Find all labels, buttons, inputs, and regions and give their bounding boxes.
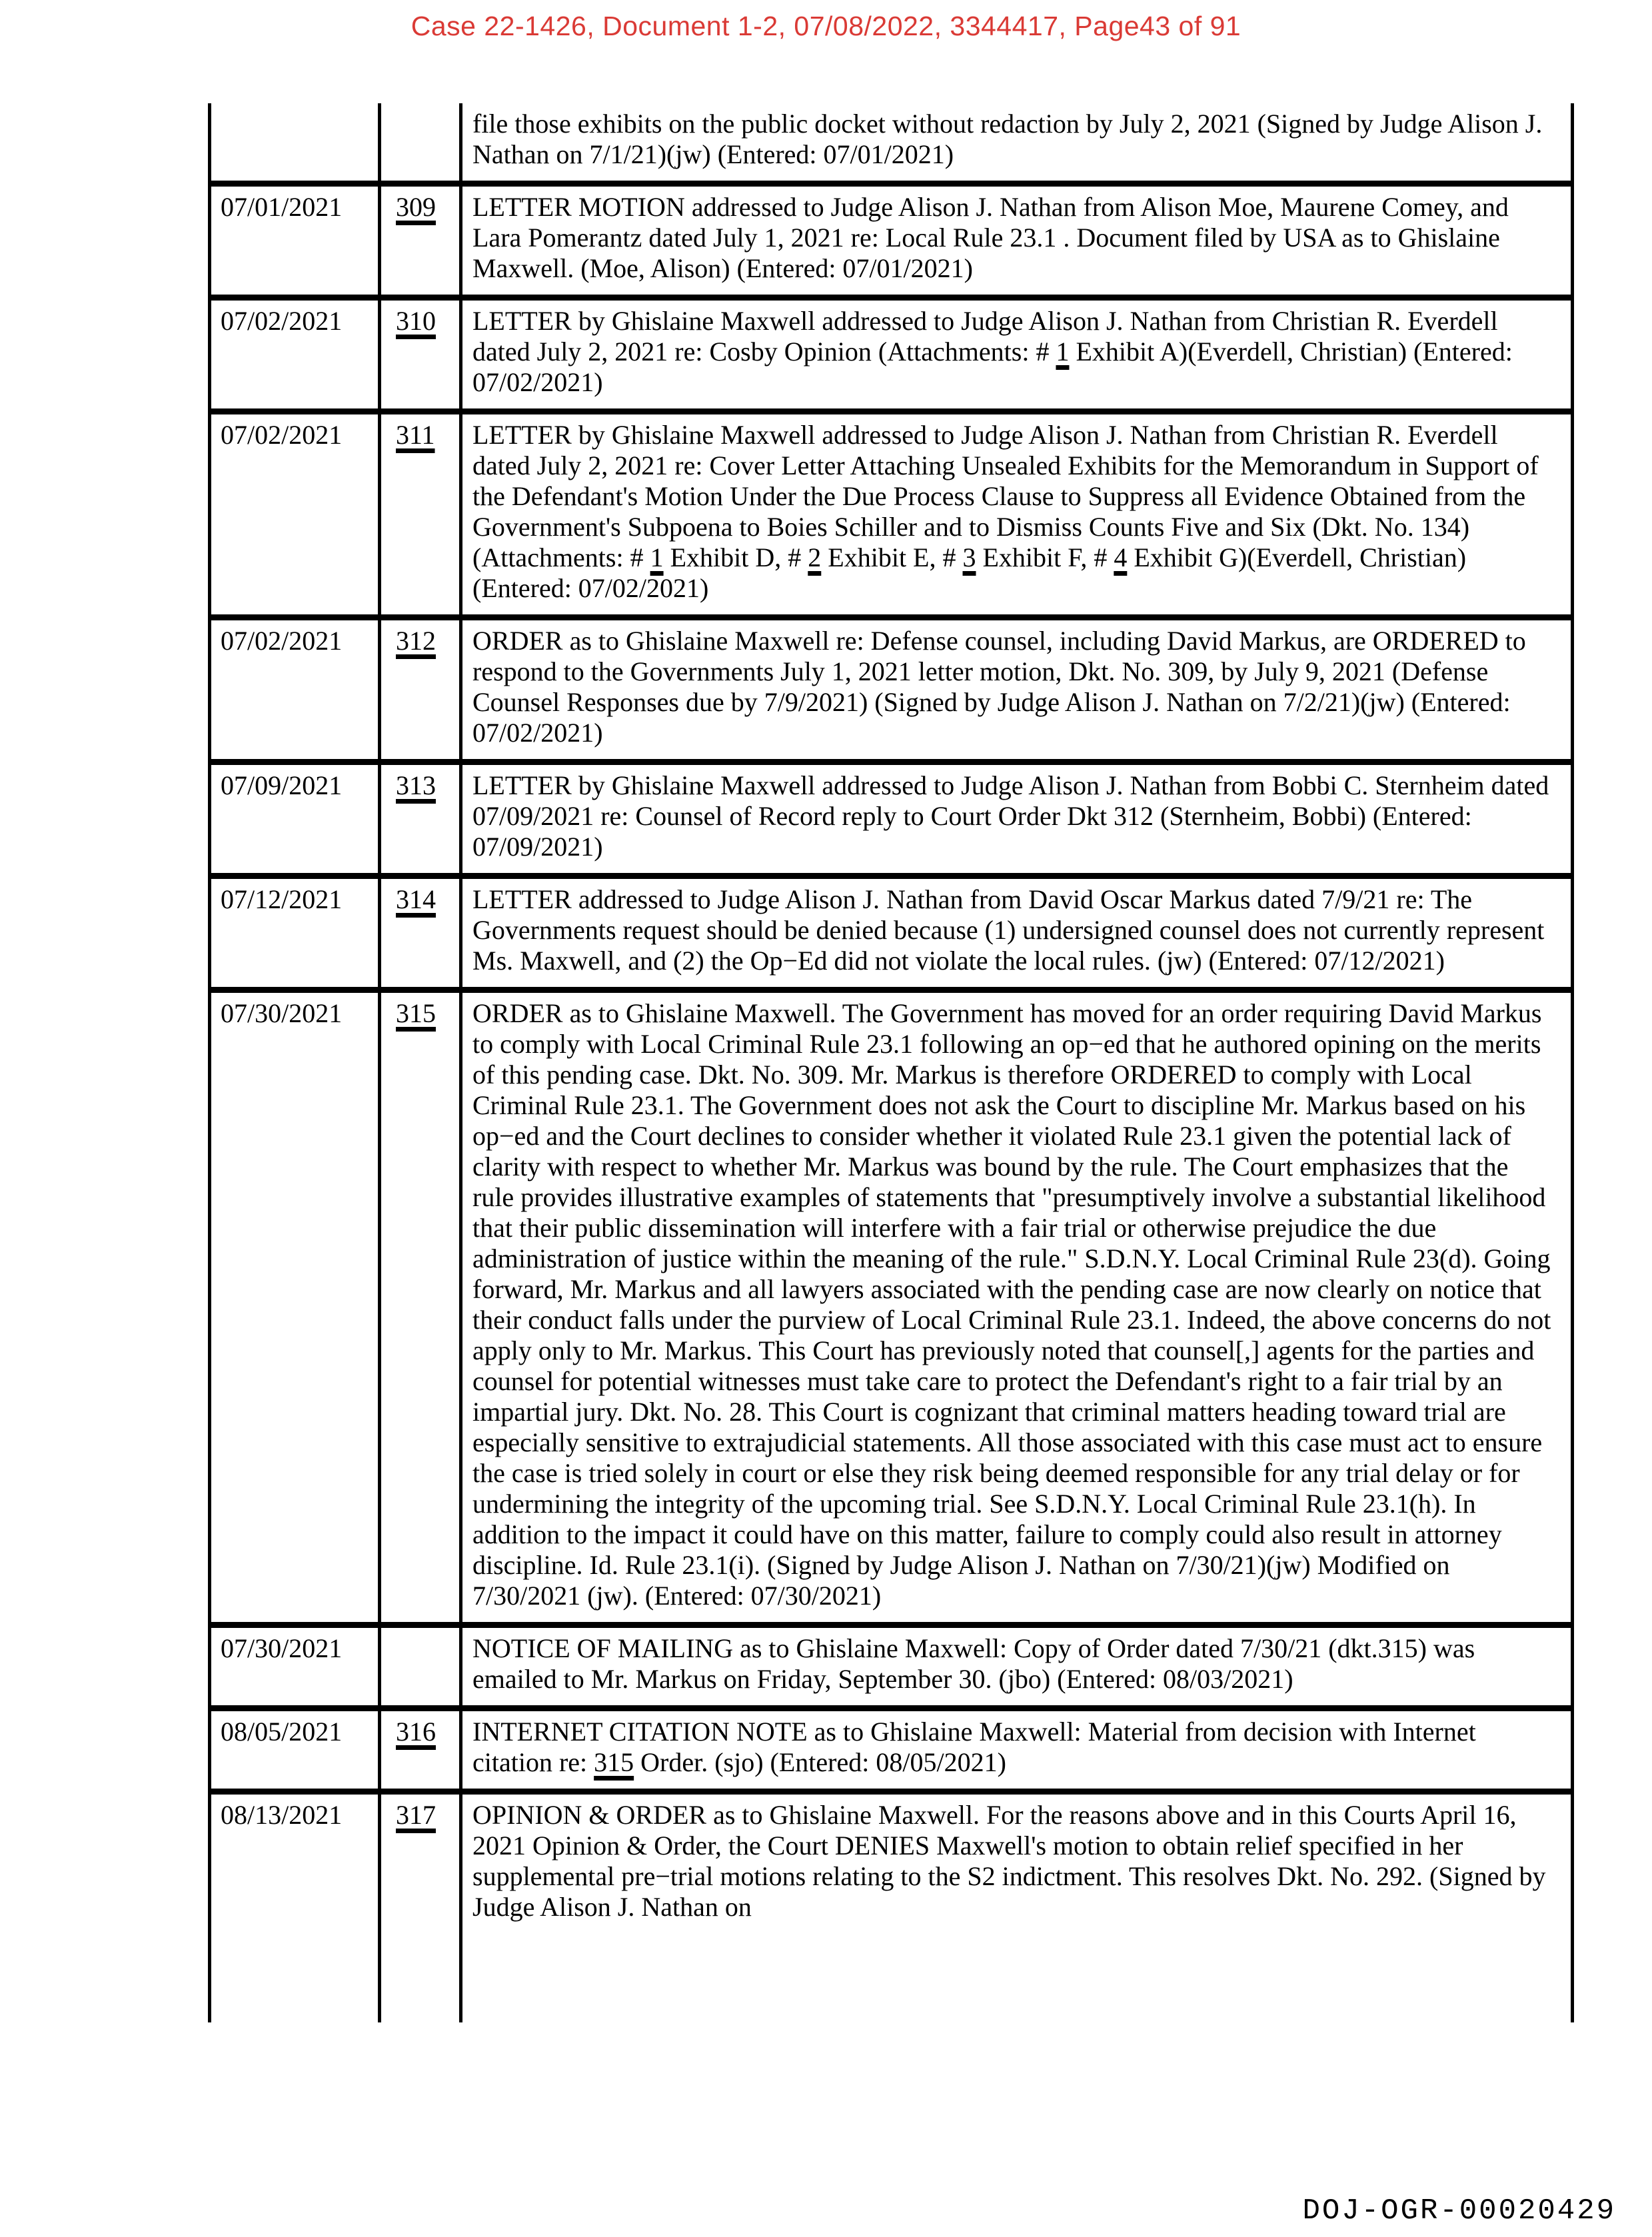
doc-number-cell [381, 993, 462, 1622]
docket-row [211, 408, 1571, 614]
entry-text: ORDER as to Ghislaine Maxwell. The Government has moved for an order requiring David Markus to comply with Local Criminal Rule 23.1 following an op−ed that he authored opining on the merits of this pending case. Dkt. No. 309. Mr. Markus is therefore ORDERED to comply with Local Criminal Rule 23.1. The Government does not ask the Court to discipline Mr. Markus based on his op−ed and the Court declines to consider whether it violated Rule 23.1 given the potential lack of clarity with respect to whether Mr. Markus was bound by the rule. The Court emphasizes that the rule provides illustrative examples of statements that "presumptively involve a substantial likelihood that their public dissemination will interfere with a fair trial or otherwise prejudice the due administration of justice within the meaning of the rule." S.D.N.Y. Local Criminal Rule 23(d). Going forward, Mr. Markus and all lawyers associated with the pending case are now clearly on notice that their conduct falls under the purview of Local Criminal Rule 23.1. Indeed, the above concerns do not apply only to Mr. Markus. This Court has previously noted that counsel[,] agents for the parties and counsel for potential witnesses must take care to protect the Defendant's right to a fair trial by an impartial jury. Dkt. No. 28. This Court is cognizant that criminal matters heading toward trial are especially sensitive to extrajudicial statements. All those associated with this case must act to ensure the case is tried solely in court or else they risk being deemed responsible for any trial delay or for undermining the integrity of the upcoming trial. See S.D.N.Y. Local Criminal Rule 23.1(h). In addition to the impact it could have on this matter, failure to comply could also result in attorney discipline. Id. Rule 23.1(i). (Signed by Judge Alison J. Nathan on 7/30/21)(jw) Modified on 7/30/2021 (jw). (Entered: 07/30/2021) [472, 998, 1551, 1611]
entry-text: NOTICE OF MAILING as to Ghislaine Maxwell: Copy of Order dated 7/30/21 (dkt.315) was emailed to Mr. Markus on Friday, September 30. (jbo) (Entered: 08/03/2021) [472, 1633, 1475, 1694]
doc-number-cell [381, 765, 462, 873]
entry-date: 07/30/2021 [211, 993, 381, 1622]
entry-date: 07/02/2021 [211, 301, 381, 408]
entry-text: INTERNET CITATION NOTE as to Ghislaine Maxwell: Material from decision with Internet citation re: 315 Order. (sjo) (Entered: 08/05/2021) [472, 1717, 1476, 1777]
entry-text: LETTER by Ghislaine Maxwell addressed to Judge Alison J. Nathan from Christian R. Everdell dated July 2, 2021 re: Cover Letter Attaching Unsealed Exhibits for the Memorandum in Support of the Defendant's Motion Under the Due Process Clause to Suppress all Evidence Obtained from the Government's Subpoena to Boies Schiller and to Dismiss Counts Five and Six (Dkt. No. 134) (Attachments: # 1 Exhibit D, # 2 Exhibit E, # 3 Exhibit F, # 4 Exhibit G)(Everdell, Christian) (Entered: 07/02/2021) [472, 420, 1539, 603]
doc-number-link[interactable]: 309 [396, 192, 436, 222]
entry-date: 07/01/2021 [211, 187, 381, 295]
docket-row [211, 1622, 1571, 1705]
doc-number-link[interactable]: 316 [396, 1717, 436, 1747]
doc-number-cell [381, 414, 462, 614]
attachment-link[interactable]: 4 [1114, 542, 1128, 572]
entry-text: file those exhibits on the public docket without redaction by July 2, 2021 (Signed by Judge Alison J. Nathan on 7/1/21)(jw) (Entered: 07/01/2021) [472, 109, 1543, 169]
docket-row [211, 873, 1571, 987]
docket-row [211, 614, 1571, 759]
entry-text: ORDER as to Ghislaine Maxwell re: Defense counsel, including David Markus, are ORDERED to respond to the Governments July 1, 2021 letter motion, Dkt. No. 309, by July 9, 2021 (Defense Counsel Responses due by 7/9/2021) (Signed by Judge Alison J. Nathan on 7/2/21)(jw) (Entered: 07/02/2021) [472, 626, 1526, 748]
case-stamp-header: Case 22-1426, Document 1-2, 07/08/2022, 3344417, Page43 of 91 [411, 11, 1241, 41]
entry-date [211, 103, 381, 181]
docket-row [211, 181, 1571, 295]
doc-number-cell [381, 879, 462, 987]
doc-number-cell [381, 187, 462, 295]
docket-row [211, 987, 1571, 1622]
entry-text: OPINION & ORDER as to Ghislaine Maxwell. For the reasons above and in this Courts April 16, 2021 Opinion & Order, the Court DENIES Maxwell's motion to obtain relief specified in her supplemental pre−trial motions relating to the S2 indictment. This resolves Dkt. No. 292. (Signed by Judge Alison J. Nathan on [472, 1800, 1546, 1922]
attachment-link[interactable]: 3 [962, 542, 976, 572]
attachment-link[interactable]: 315 [594, 1747, 634, 1777]
entry-text: LETTER by Ghislaine Maxwell addressed to Judge Alison J. Nathan from Bobbi C. Sternheim dated 07/09/2021 re: Counsel of Record reply to Court Order Dkt 312 (Sternheim, Bobbi) (Entered: 07/09/2021) [472, 770, 1549, 862]
docket-row [211, 1789, 1571, 2022]
doc-number-cell [381, 1711, 462, 1789]
attachment-link[interactable]: 2 [808, 542, 822, 572]
attachment-link[interactable]: 1 [650, 542, 664, 572]
entry-text: LETTER addressed to Judge Alison J. Nathan from David Oscar Markus dated 7/9/21 re: The Governments request should be denied because (1) undersigned counsel does not currently represent Ms. Maxwell, and (2) the Op−Ed did not violate the local rules. (jw) (Entered: 07/12/2021) [472, 884, 1545, 976]
doc-number-cell [381, 1628, 462, 1705]
entry-date: 07/12/2021 [211, 879, 381, 987]
entry-date: 07/09/2021 [211, 765, 381, 873]
doc-number-link[interactable]: 312 [396, 626, 436, 656]
doc-number-link[interactable]: 315 [396, 998, 436, 1028]
doc-number-link[interactable]: 314 [396, 884, 436, 914]
doc-number-link[interactable]: 313 [396, 770, 436, 800]
docket-row [211, 295, 1571, 408]
doc-number-link[interactable]: 310 [396, 306, 436, 336]
doc-number-link[interactable]: 311 [396, 420, 435, 450]
docket-table [208, 103, 1574, 2022]
entry-date: 08/13/2021 [211, 1795, 381, 2022]
docket-row [211, 759, 1571, 873]
doc-number-cell [381, 1795, 462, 2022]
entry-text: LETTER MOTION addressed to Judge Alison J. Nathan from Alison Moe, Maurene Comey, and Lara Pomerantz dated July 1, 2021 re: Local Rule 23.1 . Document filed by USA as to Ghislaine Maxwell. (Moe, Alison) (Entered: 07/01/2021) [472, 192, 1509, 283]
doc-number-cell [381, 620, 462, 759]
entry-date: 07/02/2021 [211, 414, 381, 614]
docket-row [211, 103, 1571, 181]
entry-date: 07/02/2021 [211, 620, 381, 759]
attachment-link[interactable]: 1 [1056, 337, 1070, 367]
doc-number-cell [381, 103, 462, 181]
doc-number-cell [381, 301, 462, 408]
entry-date: 07/30/2021 [211, 1628, 381, 1705]
entry-text: LETTER by Ghislaine Maxwell addressed to Judge Alison J. Nathan from Christian R. Everdell dated July 2, 2021 re: Cosby Opinion (Attachments: # 1 Exhibit A)(Everdell, Christian) (Entered: 07/02/2021) [472, 306, 1513, 397]
doc-number-link[interactable]: 317 [396, 1800, 436, 1830]
entry-date: 08/05/2021 [211, 1711, 381, 1789]
docket-row [211, 1705, 1571, 1789]
bates-number: DOJ-OGR-00020429 [1302, 2194, 1616, 2228]
